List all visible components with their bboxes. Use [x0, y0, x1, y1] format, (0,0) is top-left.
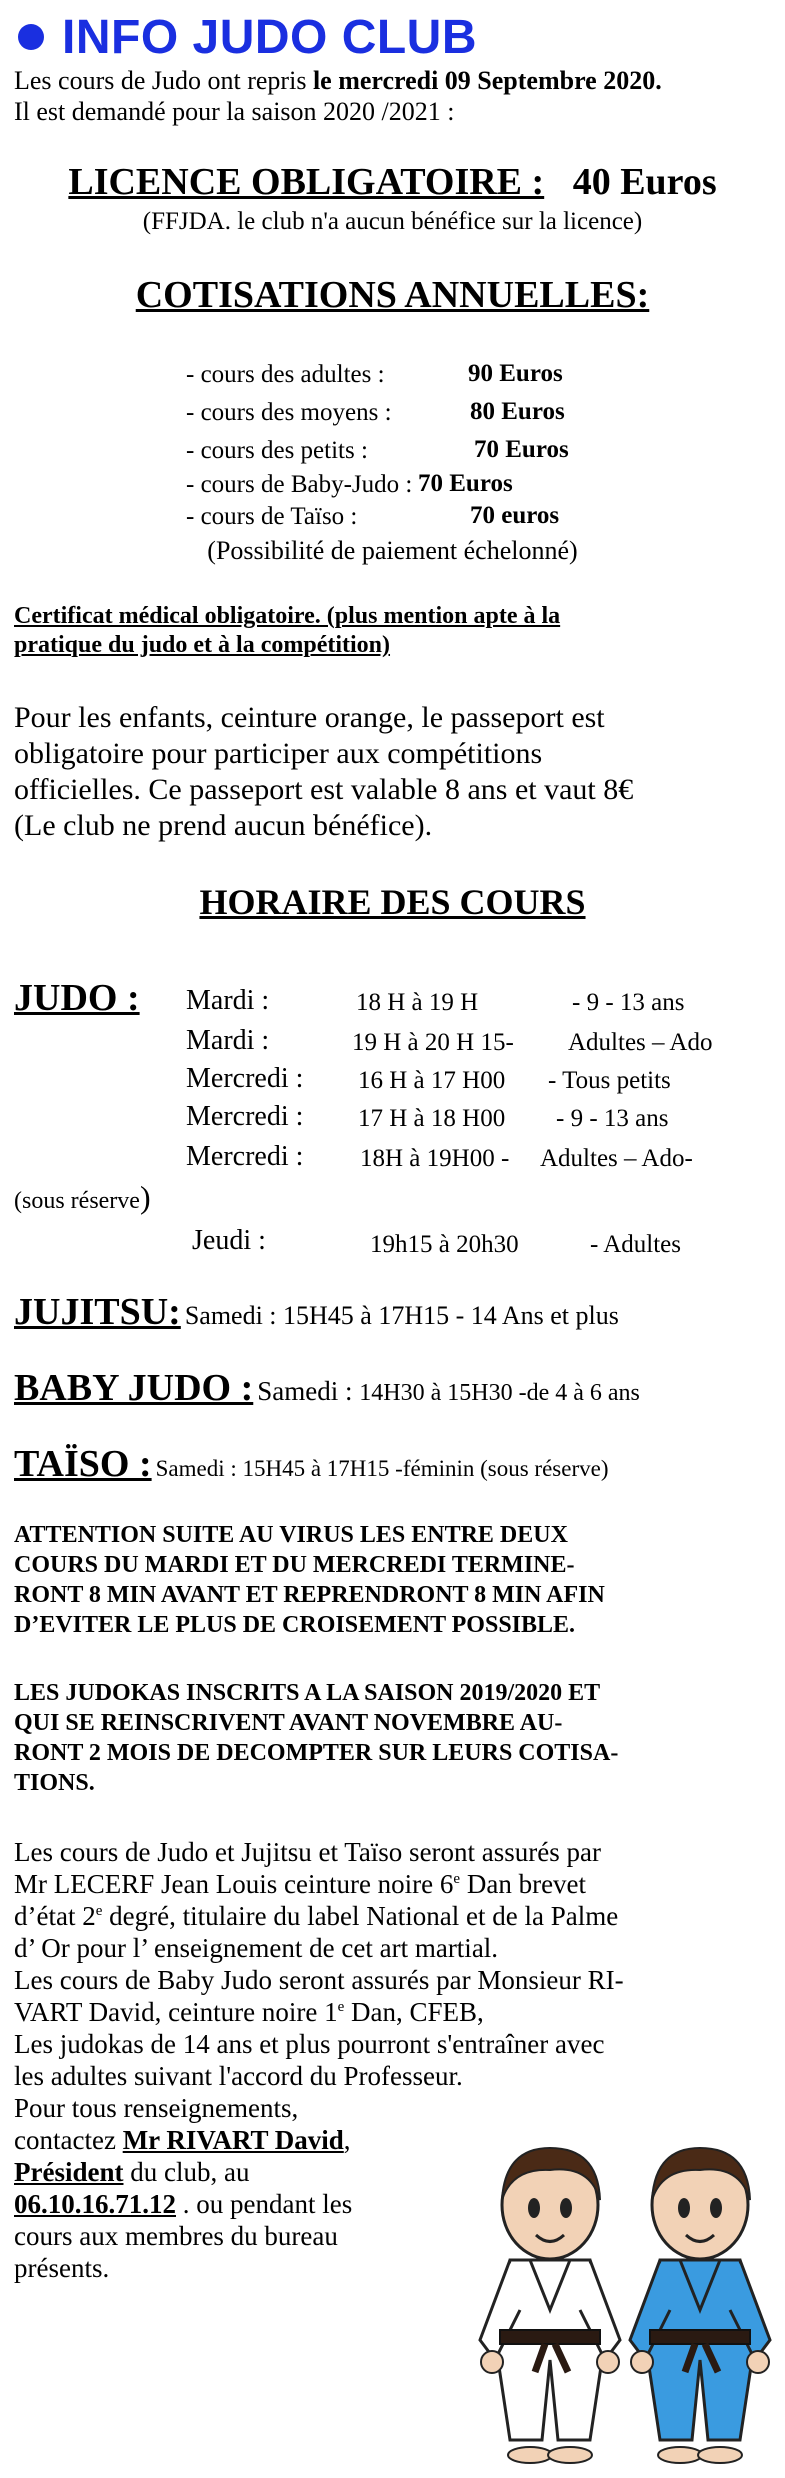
- enseignants-line-2: [14, 1868, 586, 1900]
- contact-role: Président: [14, 2157, 124, 2187]
- horaires-heading: HORAIRE DES COURS: [199, 882, 586, 922]
- judo-row-time: 18H à 19H00 -: [360, 1145, 510, 1172]
- licence-label: LICENCE OBLIGATOIRE :: [68, 161, 545, 203]
- attention-line-3: RONT 8 MIN AVANT ET REPRENDRONT 8 MIN AFIN: [14, 1582, 605, 1608]
- baby-judo-text: 14H30 à 15H30 -de 4 à 6 ans: [359, 1380, 640, 1406]
- contact-line-2: [14, 2124, 351, 2156]
- title-row: [10, 2, 477, 72]
- intro-text: Les cours de Judo ont repris: [14, 66, 313, 95]
- text-part: contactez: [14, 2125, 123, 2155]
- fee-amount: 70 euros: [470, 502, 560, 529]
- text-part: Dan brevet: [460, 1869, 587, 1899]
- superscript: e: [337, 1999, 345, 2015]
- judo-row-time: 16 H à 17 H00: [358, 1067, 506, 1094]
- licence-amount: 40 Euros: [572, 161, 717, 203]
- cotisations-note: (Possibilité de paiement échelonné): [207, 536, 578, 565]
- judo-row-who: Adultes – Ado: [568, 1029, 713, 1056]
- fee-row: [186, 360, 385, 390]
- text-part: . ou pendant les: [176, 2189, 353, 2219]
- fee-label: - cours des moyens :: [186, 399, 392, 426]
- cotisations-heading: COTISATIONS ANNUELLES:: [135, 274, 650, 316]
- passeport-line-1: Pour les enfants, ceinture orange, le passeport est: [14, 701, 605, 734]
- intro-line-2: Il est demandé pour la saison 2020 /2021 :: [14, 97, 455, 126]
- certificat-line-2: pratique du judo et à la compétition): [14, 632, 391, 658]
- enseignants-line-4: d’ Or pour l’ enseignement de cet art martial.: [14, 1933, 499, 1963]
- passeport-line-3: officielles. Ce passeport est valable 8 ans et vaut 8€: [14, 773, 634, 806]
- jujitsu-label: JUJITSU:: [14, 1291, 181, 1333]
- baby-judo-day: Samedi :: [257, 1376, 360, 1406]
- contact-line-6: présents.: [14, 2253, 110, 2283]
- fee-row: [186, 398, 392, 428]
- contact-line-4: [14, 2188, 352, 2220]
- enseignants-line-1: Les cours de Judo et Jujitsu et Taïso seront assurés par: [14, 1837, 601, 1867]
- fee-amount: 70 Euros: [474, 436, 569, 463]
- intro-date: le mercredi 09 Septembre 2020.: [312, 66, 662, 95]
- fee-row: [186, 502, 357, 532]
- judokas-line-1: LES JUDOKAS INSCRITS A LA SAISON 2019/2020 ET: [14, 1680, 601, 1706]
- judo-row-who: - 9 - 13 ans: [556, 1105, 669, 1132]
- jujitsu-line: [14, 1290, 619, 1334]
- passeport-line-2: obligatoire pour participer aux compétitions: [14, 737, 543, 770]
- attention-line-4: D’EVITER LE PLUS DE CROISEMENT POSSIBLE.: [14, 1612, 576, 1638]
- text-part: ,: [343, 2125, 351, 2155]
- superscript: e: [453, 1871, 461, 1887]
- enseignants-line-8: les adultes suivant l'accord du Professeur.: [14, 2061, 463, 2091]
- contact-line-3: [14, 2156, 249, 2188]
- taiso-text: Samedi : 15H45 à 17H15 -féminin (sous réserve): [155, 1456, 609, 1481]
- jeudi-day: Jeudi :: [192, 1225, 266, 1256]
- fee-amount: 70 Euros: [418, 470, 513, 497]
- two-judokas-illustration: [450, 2110, 780, 2470]
- superscript: e: [95, 1903, 103, 1919]
- baby-judo-label: BABY JUDO :: [14, 1367, 254, 1409]
- baby-judo-line: [14, 1366, 640, 1410]
- white-judoka-icon: [480, 2148, 620, 2463]
- enseignants-line-5: Les cours de Baby Judo seront assurés par Monsieur RI-: [14, 1965, 624, 1995]
- contact-name: Mr RIVART David: [122, 2125, 344, 2155]
- judokas-line-2: QUI SE REINSCRIVENT AVANT NOVEMBRE AU-: [14, 1710, 563, 1736]
- jeudi-who: - Adultes: [590, 1231, 681, 1258]
- jujitsu-text: Samedi : 15H45 à 17H15 - 14 Ans et plus: [184, 1301, 619, 1330]
- contact-line-5: cours aux membres du bureau: [14, 2221, 338, 2251]
- judokas-line-4: TIONS.: [14, 1770, 95, 1796]
- attention-line-2: COURS DU MARDI ET DU MERCREDI TERMINE-: [14, 1552, 575, 1578]
- judo-row-day: Mercredi :: [186, 1101, 304, 1132]
- jeudi-time: 19h15 à 20h30: [370, 1231, 519, 1258]
- text-part: du club, au: [123, 2157, 250, 2187]
- sous-reserve-paren: ): [139, 1179, 151, 1215]
- fee-amount: 90 Euros: [468, 360, 563, 387]
- page-title: INFO JUDO CLUB: [62, 10, 477, 64]
- judo-label: JUDO :: [14, 977, 140, 1019]
- enseignants-line-7: Les judokas de 14 ans et plus pourront s'entraîner avec: [14, 2029, 605, 2059]
- judo-row-time: 19 H à 20 H 15-: [352, 1029, 514, 1056]
- blue-judoka-icon: [630, 2148, 770, 2463]
- intro-line-1: [14, 66, 662, 96]
- judo-row-day: Mardi :: [186, 1025, 270, 1056]
- fee-label: - cours de Taïso :: [186, 503, 358, 530]
- certificat-line-1: Certificat médical obligatoire. (plus mention apte à la: [14, 603, 561, 629]
- fee-row: [186, 436, 368, 466]
- title-bullet-icon: [18, 24, 44, 50]
- enseignants-line-3: [14, 1900, 618, 1932]
- judokas-line-3: RONT 2 MOIS DE DECOMPTER SUR LEURS COTISA-: [14, 1740, 619, 1766]
- fee-label: - cours de Baby-Judo :: [186, 471, 413, 498]
- text-part: d’état 2: [14, 1901, 96, 1931]
- licence-line: [0, 160, 785, 204]
- text-part: Mr LECERF Jean Louis ceinture noire 6: [14, 1869, 454, 1899]
- sous-reserve: [14, 1179, 151, 1216]
- judo-row-who: - Tous petits: [548, 1067, 671, 1094]
- fee-label: - cours des adultes :: [186, 361, 385, 388]
- taiso-line: [14, 1442, 608, 1486]
- judo-row-day: Mercredi :: [186, 1063, 304, 1094]
- fee-label: - cours des petits :: [186, 437, 368, 464]
- fee-amount: 80 Euros: [470, 398, 565, 425]
- contact-line-1: Pour tous renseignements,: [14, 2093, 299, 2123]
- contact-phone: 06.10.16.71.12: [14, 2189, 176, 2219]
- taiso-label: TAÏSO :: [14, 1443, 152, 1485]
- text-part: Dan, CFEB,: [344, 1997, 484, 2027]
- licence-note: (FFJDA. le club n'a aucun bénéfice sur la licence): [142, 208, 643, 235]
- fee-row: [186, 470, 412, 500]
- judo-row-who: Adultes – Ado-: [540, 1145, 693, 1172]
- judo-row-day: Mardi :: [186, 985, 270, 1016]
- judo-row-time: 18 H à 19 H: [356, 989, 479, 1016]
- passeport-line-4: (Le club ne prend aucun bénéfice).: [14, 809, 433, 842]
- text-part: degré, titulaire du label National et de la Palme: [102, 1901, 619, 1931]
- judo-row-time: 17 H à 18 H00: [358, 1105, 506, 1132]
- sous-reserve-text: (sous réserve: [14, 1188, 140, 1214]
- text-part: VART David, ceinture noire 1: [14, 1997, 338, 2027]
- judo-row-day: Mercredi :: [186, 1141, 304, 1172]
- enseignants-line-6: [14, 1996, 484, 2028]
- judo-row-who: - 9 - 13 ans: [572, 989, 685, 1016]
- attention-line-1: ATTENTION SUITE AU VIRUS LES ENTRE DEUX: [14, 1522, 568, 1548]
